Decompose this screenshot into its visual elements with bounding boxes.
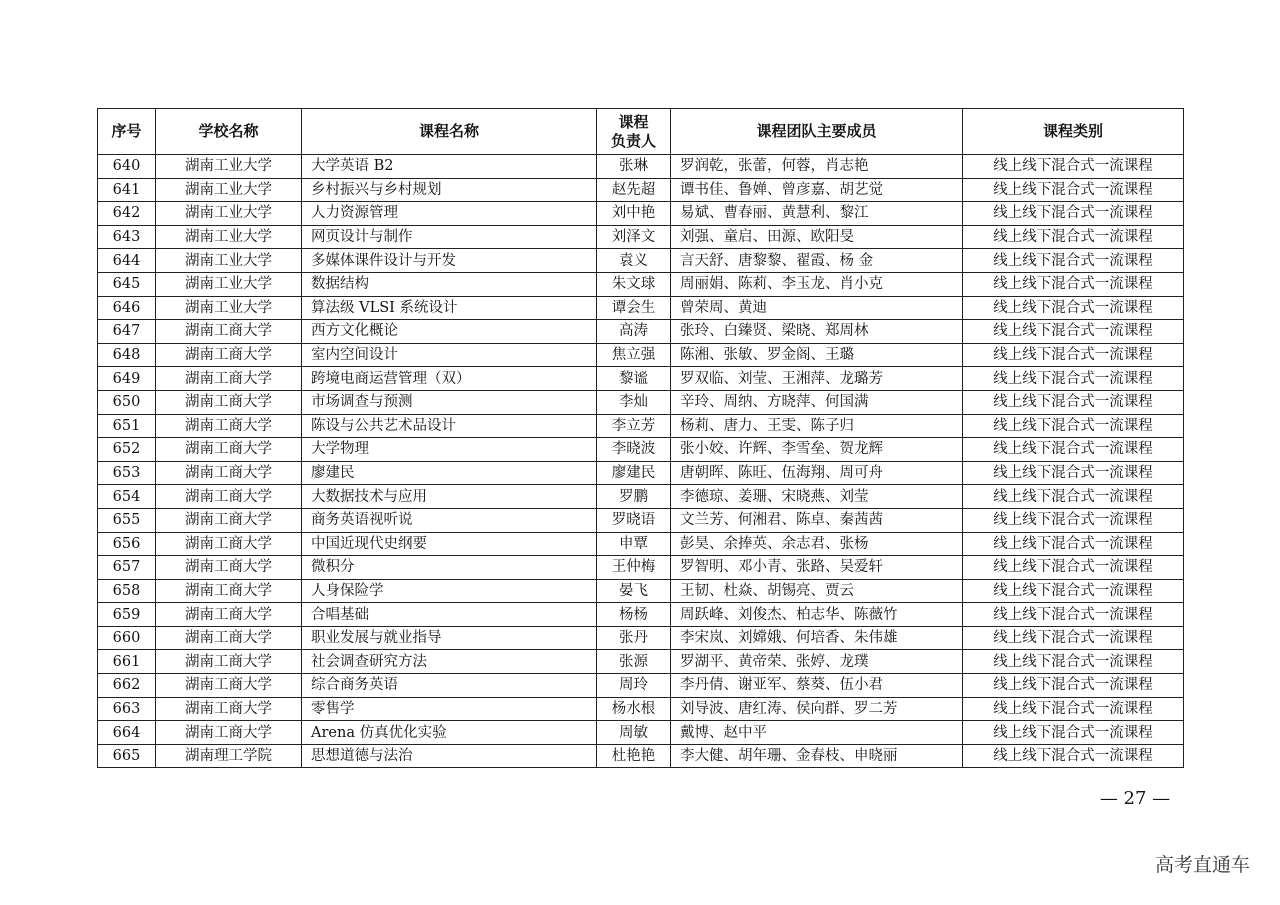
cell-course: 网页设计与制作 (302, 225, 597, 249)
table-row (98, 202, 1184, 226)
header-school: 学校名称 (156, 109, 302, 155)
cell-school: 湖南工业大学 (156, 155, 302, 179)
cell-category: 线上线下混合式一流课程 (963, 603, 1184, 627)
page-number: — 27 — (1099, 788, 1171, 809)
header-leader-line1: 课程 (618, 112, 649, 131)
cell-no: 646 (98, 296, 156, 320)
cell-school: 湖南工业大学 (156, 296, 302, 320)
cell-leader: 张琳 (597, 155, 671, 179)
cell-school: 湖南工商大学 (156, 508, 302, 532)
table-row (98, 650, 1184, 674)
header-no: 序号 (98, 109, 156, 155)
cell-school: 湖南工商大学 (156, 343, 302, 367)
cell-members: 罗智明、邓小青、张路、吴爱轩 (671, 556, 963, 580)
cell-course: 数据结构 (302, 272, 597, 296)
cell-category: 线上线下混合式一流课程 (963, 650, 1184, 674)
cell-school: 湖南工商大学 (156, 556, 302, 580)
cell-school: 湖南工商大学 (156, 414, 302, 438)
cell-course: 思想道德与法治 (302, 744, 597, 768)
header-course: 课程名称 (302, 109, 597, 155)
cell-members: 李宋岚、刘嫦娥、何培香、朱伟雄 (671, 626, 963, 650)
cell-no: 651 (98, 414, 156, 438)
table-row (98, 225, 1184, 249)
cell-members: 谭书佳、鲁婵、曾彦嘉、胡艺觉 (671, 178, 963, 202)
cell-no: 642 (98, 202, 156, 226)
cell-course: 西方文化概论 (302, 320, 597, 344)
cell-category: 线上线下混合式一流课程 (963, 508, 1184, 532)
table-header (98, 109, 1184, 155)
cell-course: 中国近现代史纲要 (302, 532, 597, 556)
table-row (98, 674, 1184, 698)
cell-no: 645 (98, 272, 156, 296)
cell-leader: 刘中艳 (597, 202, 671, 226)
cell-no: 640 (98, 155, 156, 179)
cell-no: 644 (98, 249, 156, 273)
cell-school: 湖南工商大学 (156, 721, 302, 745)
cell-leader: 赵先超 (597, 178, 671, 202)
cell-members: 王韧、杜焱、胡锡亮、贾云 (671, 579, 963, 603)
cell-leader: 廖建民 (597, 461, 671, 485)
cell-members: 周丽娟、陈莉、李玉龙、肖小克 (671, 272, 963, 296)
cell-leader: 高涛 (597, 320, 671, 344)
cell-course: 市场调查与预测 (302, 390, 597, 414)
cell-members: 文兰芳、何湘君、陈卓、秦茜茜 (671, 508, 963, 532)
cell-no: 649 (98, 367, 156, 391)
cell-course: 大学物理 (302, 438, 597, 462)
cell-category: 线上线下混合式一流课程 (963, 178, 1184, 202)
cell-category: 线上线下混合式一流课程 (963, 744, 1184, 768)
cell-no: 662 (98, 674, 156, 698)
cell-leader: 申覃 (597, 532, 671, 556)
header-category: 课程类别 (963, 109, 1184, 155)
cell-no: 647 (98, 320, 156, 344)
cell-members: 罗润乾，张蕾，何蓉，肖志艳 (671, 155, 963, 179)
cell-members: 杨莉、唐力、王雯、陈子归 (671, 414, 963, 438)
cell-school: 湖南工商大学 (156, 697, 302, 721)
cell-members: 陈湘、张敏、罗金阁、王璐 (671, 343, 963, 367)
table-row (98, 414, 1184, 438)
cell-course: 社会调查研究方法 (302, 650, 597, 674)
cell-category: 线上线下混合式一流课程 (963, 485, 1184, 509)
cell-leader: 刘泽文 (597, 225, 671, 249)
table-row (98, 744, 1184, 768)
cell-members: 彭昊、余捧英、余志君、张杨 (671, 532, 963, 556)
cell-members: 易斌、曹春丽、黄慧利、黎江 (671, 202, 963, 226)
cell-no: 654 (98, 485, 156, 509)
cell-leader: 袁义 (597, 249, 671, 273)
cell-no: 660 (98, 626, 156, 650)
cell-category: 线上线下混合式一流课程 (963, 721, 1184, 745)
cell-category: 线上线下混合式一流课程 (963, 155, 1184, 179)
cell-school: 湖南工商大学 (156, 579, 302, 603)
table-body (98, 155, 1184, 768)
cell-members: 戴博、赵中平 (671, 721, 963, 745)
table-row (98, 296, 1184, 320)
table-row (98, 556, 1184, 580)
cell-members: 周跃峰、刘俊杰、柏志华、陈薇竹 (671, 603, 963, 627)
cell-category: 线上线下混合式一流课程 (963, 249, 1184, 273)
cell-course: 微积分 (302, 556, 597, 580)
cell-leader: 周敏 (597, 721, 671, 745)
cell-members: 言天舒、唐黎黎、翟霞、杨 金 (671, 249, 963, 273)
cell-category: 线上线下混合式一流课程 (963, 438, 1184, 462)
cell-members: 张玲、白臻贤、梁晓、郑周林 (671, 320, 963, 344)
cell-school: 湖南工商大学 (156, 532, 302, 556)
cell-no: 641 (98, 178, 156, 202)
cell-course: 职业发展与就业指导 (302, 626, 597, 650)
cell-category: 线上线下混合式一流课程 (963, 390, 1184, 414)
cell-school: 湖南工业大学 (156, 202, 302, 226)
cell-no: 663 (98, 697, 156, 721)
cell-leader: 张源 (597, 650, 671, 674)
cell-school: 湖南工商大学 (156, 674, 302, 698)
cell-course: 廖建民 (302, 461, 597, 485)
cell-no: 664 (98, 721, 156, 745)
cell-leader: 杨杨 (597, 603, 671, 627)
cell-school: 湖南工商大学 (156, 390, 302, 414)
course-table (97, 108, 1184, 768)
cell-leader: 杨水根 (597, 697, 671, 721)
cell-course: 商务英语视听说 (302, 508, 597, 532)
cell-no: 650 (98, 390, 156, 414)
cell-category: 线上线下混合式一流课程 (963, 532, 1184, 556)
cell-members: 辛玲、周纳、方晓萍、何国满 (671, 390, 963, 414)
table-row (98, 272, 1184, 296)
cell-members: 刘导波、唐红涛、侯向群、罗二芳 (671, 697, 963, 721)
cell-leader: 李晓波 (597, 438, 671, 462)
cell-school: 湖南工业大学 (156, 178, 302, 202)
cell-course: 零售学 (302, 697, 597, 721)
table-row (98, 390, 1184, 414)
table-row (98, 485, 1184, 509)
table-row (98, 697, 1184, 721)
cell-course: 人力资源管理 (302, 202, 597, 226)
cell-course: 陈设与公共艺术品设计 (302, 414, 597, 438)
cell-course: 多媒体课件设计与开发 (302, 249, 597, 273)
cell-no: 643 (98, 225, 156, 249)
cell-leader: 谭会生 (597, 296, 671, 320)
cell-category: 线上线下混合式一流课程 (963, 367, 1184, 391)
cell-leader: 杜艳艳 (597, 744, 671, 768)
cell-course: 大学英语 B2 (302, 155, 597, 179)
cell-category: 线上线下混合式一流课程 (963, 296, 1184, 320)
cell-members: 曾荣周、黄迪 (671, 296, 963, 320)
header-leader-line2: 负责人 (610, 131, 656, 150)
cell-leader: 周玲 (597, 674, 671, 698)
cell-category: 线上线下混合式一流课程 (963, 556, 1184, 580)
cell-school: 湖南工商大学 (156, 650, 302, 674)
cell-category: 线上线下混合式一流课程 (963, 461, 1184, 485)
cell-members: 唐朝晖、陈旺、伍海翔、周可舟 (671, 461, 963, 485)
cell-school: 湖南工商大学 (156, 485, 302, 509)
cell-leader: 罗鹏 (597, 485, 671, 509)
cell-category: 线上线下混合式一流课程 (963, 320, 1184, 344)
cell-members: 李大健、胡年珊、金春枝、申晓丽 (671, 744, 963, 768)
header-row (98, 109, 1184, 155)
cell-members: 刘强、童启、田源、欧阳旻 (671, 225, 963, 249)
cell-members: 李丹倩、谢亚军、蔡葵、伍小君 (671, 674, 963, 698)
header-members: 课程团队主要成员 (671, 109, 963, 155)
table-row (98, 367, 1184, 391)
cell-category: 线上线下混合式一流课程 (963, 202, 1184, 226)
cell-no: 652 (98, 438, 156, 462)
cell-members: 李德琼、姜珊、宋晓燕、刘莹 (671, 485, 963, 509)
cell-leader: 李灿 (597, 390, 671, 414)
cell-school: 湖南工商大学 (156, 367, 302, 391)
cell-leader: 焦立强 (597, 343, 671, 367)
cell-course: 合唱基础 (302, 603, 597, 627)
cell-school: 湖南工商大学 (156, 438, 302, 462)
cell-school: 湖南工业大学 (156, 225, 302, 249)
table-row (98, 579, 1184, 603)
cell-members: 罗双临、刘莹、王湘萍、龙璐芳 (671, 367, 963, 391)
cell-leader: 王仲梅 (597, 556, 671, 580)
cell-no: 665 (98, 744, 156, 768)
table-row (98, 178, 1184, 202)
cell-leader: 罗晓语 (597, 508, 671, 532)
table-row (98, 438, 1184, 462)
cell-course: 大数据技术与应用 (302, 485, 597, 509)
cell-category: 线上线下混合式一流课程 (963, 626, 1184, 650)
table-row (98, 721, 1184, 745)
cell-leader: 黎谧 (597, 367, 671, 391)
cell-category: 线上线下混合式一流课程 (963, 674, 1184, 698)
cell-category: 线上线下混合式一流课程 (963, 579, 1184, 603)
table-row (98, 461, 1184, 485)
cell-course: 乡村振兴与乡村规划 (302, 178, 597, 202)
cell-school: 湖南工业大学 (156, 249, 302, 273)
cell-school: 湖南工商大学 (156, 320, 302, 344)
cell-no: 658 (98, 579, 156, 603)
header-leader (597, 109, 671, 155)
table-row (98, 343, 1184, 367)
cell-no: 653 (98, 461, 156, 485)
cell-school: 湖南工商大学 (156, 461, 302, 485)
cell-category: 线上线下混合式一流课程 (963, 343, 1184, 367)
cell-no: 659 (98, 603, 156, 627)
cell-no: 661 (98, 650, 156, 674)
cell-category: 线上线下混合式一流课程 (963, 697, 1184, 721)
cell-school: 湖南理工学院 (156, 744, 302, 768)
table-row (98, 508, 1184, 532)
cell-course: 人身保险学 (302, 579, 597, 603)
cell-category: 线上线下混合式一流课程 (963, 272, 1184, 296)
cell-category: 线上线下混合式一流课程 (963, 225, 1184, 249)
cell-course: 室内空间设计 (302, 343, 597, 367)
table-row (98, 320, 1184, 344)
cell-course: Arena 仿真优化实验 (302, 721, 597, 745)
cell-leader: 晏飞 (597, 579, 671, 603)
cell-no: 655 (98, 508, 156, 532)
table-row (98, 155, 1184, 179)
cell-course: 跨境电商运营管理（双） (302, 367, 597, 391)
cell-no: 657 (98, 556, 156, 580)
cell-school: 湖南工业大学 (156, 272, 302, 296)
cell-school: 湖南工商大学 (156, 603, 302, 627)
cell-members: 罗湖平、黄帝荣、张婷、龙璞 (671, 650, 963, 674)
watermark-text: 高考直通车 (1154, 854, 1250, 876)
cell-members: 张小姣、许辉、李雪垒、贺龙辉 (671, 438, 963, 462)
table-row (98, 626, 1184, 650)
cell-course: 综合商务英语 (302, 674, 597, 698)
table-row (98, 603, 1184, 627)
cell-course: 算法级 VLSI 系统设计 (302, 296, 597, 320)
table-row (98, 249, 1184, 273)
cell-no: 648 (98, 343, 156, 367)
table-row (98, 532, 1184, 556)
cell-school: 湖南工商大学 (156, 626, 302, 650)
cell-leader: 张丹 (597, 626, 671, 650)
cell-category: 线上线下混合式一流课程 (963, 414, 1184, 438)
cell-no: 656 (98, 532, 156, 556)
cell-leader: 朱文球 (597, 272, 671, 296)
cell-leader: 李立芳 (597, 414, 671, 438)
